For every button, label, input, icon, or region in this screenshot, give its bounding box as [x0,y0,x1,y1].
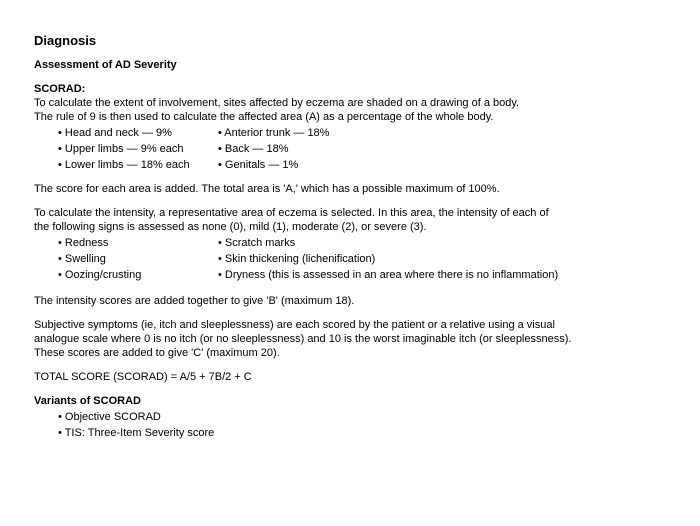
scorad-intro-line-1: To calculate the extent of involvement, sites affected by eczema are shaded on a drawing of a body. [34,97,520,109]
intensity-total-text: The intensity scores are added together to give 'B' (maximum 18). [34,295,355,307]
variant-item: • Objective SCORAD [58,411,161,423]
area-total-text: The score for each area is added. The total area is 'A,' which has a possible maximum of 100%. [34,183,500,195]
area-item: • Genitals — 1% [218,159,299,171]
sign-item: • Scratch marks [218,237,296,249]
area-item: • Upper limbs — 9% each [58,143,184,155]
subjective-line-2: analogue scale where 0 is no itch (or no sleeplessness) and 10 is the worst imaginable itch (or sleeplessness). [34,333,572,345]
sign-item: • Skin thickening (lichenification) [218,253,376,265]
scorad-intro-line-2: The rule of 9 is then used to calculate the affected area (A) as a percentage of the whole body. [34,111,494,123]
subjective-line-1: Subjective symptoms (ie, itch and sleeplessness) are each scored by the patient or a relative using a visual [34,319,555,331]
page-title: Diagnosis [34,33,97,48]
area-item: • Head and neck — 9% [58,127,172,139]
area-item: • Lower limbs — 18% each [58,159,190,171]
sign-item: • Swelling [58,253,106,265]
sign-item: • Oozing/crusting [58,269,142,281]
total-score-formula: TOTAL SCORE (SCORAD) = A/5 + 7B/2 + C [34,371,252,383]
variants-heading: Variants of SCORAD [34,395,141,407]
scorad-heading: SCORAD: [34,83,86,95]
subjective-line-3: These scores are added to give 'C' (maximum 20). [34,347,280,359]
intensity-line-2: the following signs is assessed as none (0), mild (1), moderate (2), or severe (3). [34,221,427,233]
variant-item: • TIS: Three-Item Severity score [58,427,215,439]
section-subtitle: Assessment of AD Severity [34,59,177,71]
sign-item: • Redness [58,237,109,249]
intensity-line-1: To calculate the intensity, a representative area of eczema is selected. In this area, the intensity of each of [34,207,549,219]
area-item: • Back — 18% [218,143,289,155]
sign-item: • Dryness (this is assessed in an area where there is no inflammation) [218,269,559,281]
area-item: • Anterior trunk — 18% [218,127,330,139]
